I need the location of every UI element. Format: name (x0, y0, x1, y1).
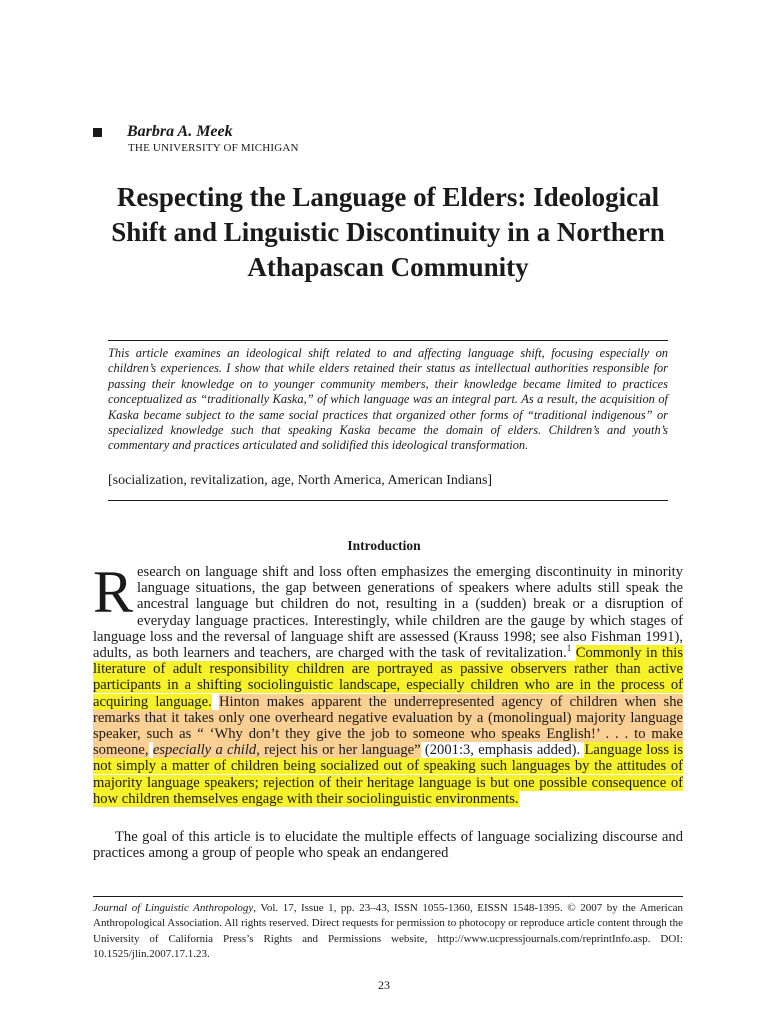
abstract-bottom-rule (108, 500, 668, 501)
highlight-yellow-1: Commonly in this literature of adult responsibility children are portrayed as passive observers rather than active participants in a shifting sociolinguistic landscape, especially children who are in the process of acquiring language. (93, 645, 683, 710)
abstract-text: This article examines an ideological shift related to and affecting language shift, focusing especially on children’s experiences. I show that while elders retained their status as intellectual authorities responsible for passing their knowledge on to younger community members, their knowledge became limited to practices conceptualized as “traditionally Kaska,” of which language was an integral part. As a result, the acquisition of Kaska became subject to the same social practices that organized other forms of “traditional indigenous” or specialized knowledge such that speaking Kaska became the domain of elders. Children’s and youth’s commentary and practices articulated and solidified this ideological transformation. (108, 346, 668, 453)
abstract-top-rule (108, 340, 668, 341)
abstract-keywords: [socialization, revitalization, age, North America, American Indians] (108, 473, 493, 488)
publication-footnote (93, 901, 683, 963)
intro-text-segment: esearch on language shift and loss often emphasizes the emerging discontinuity in minority language situations, the gap between generations of speakers where adults still speak the ancestral language but children do not, resulting in a (sudden) break or a disruption of everyday language practices. Interestingly, while children are the gauge by which stages of language loss and the reversal of language shift are assessed (Krauss 1998; see also Fishman 1991), adults, as both learners and teachers, are charged with the task of revitalization. (93, 564, 683, 662)
square-bullet-icon (93, 128, 102, 137)
highlight-yellow-2: Language loss is not simply a matter of children being socialized out of speaking such languages by the attitudes of majority language speakers; rejection of their heritage language is but one possible consequence of how children themselves engage with their sociolinguistic environments. (93, 742, 684, 807)
highlight-orange-part2: , reject his or her language” (256, 742, 421, 759)
page-number: 23 (378, 978, 390, 992)
author-name: Barbra A. Meek (127, 123, 233, 140)
footnote-rule (93, 896, 683, 897)
journal-name: Journal of Linguistic Anthropology (93, 902, 254, 914)
author-affiliation: THE UNIVERSITY OF MICHIGAN (128, 142, 299, 154)
highlight-orange-part1: Hinton makes apparent the underrepresented agency of children when she remarks that it takes only one overheard negative evaluation by a (monolingual) majority language speaker, such as “ ‘Why don’t they give the job to someone who speaks English!’ . . . to make someone, (93, 693, 683, 759)
intro-space (212, 694, 219, 710)
footnote-marker: 1 (566, 643, 572, 654)
author-line (93, 123, 299, 141)
drop-cap: R (93, 559, 134, 625)
highlight-orange-italic: especially a child (152, 742, 257, 759)
author-block (93, 123, 299, 154)
intro-text-citation: (2001:3, emphasis added). (420, 742, 585, 759)
second-paragraph: The goal of this article is to elucidate the multiple effects of language socializing discourse and practices among a group of people who speak an endangered (93, 829, 683, 862)
footnote-details: , Vol. 17, Issue 1, pp. 23–43, ISSN 1055-1360, EISSN 1548-1395. © 2007 by the American Anthropological Association. All rights reserved. Direct requests for permission to photocopy or reproduce article content through the University of California Press’s Rights and Permissions website, http://www.ucpressjournals.com/reprintInfo.asp. DOI: 10.1525/jlin.2007.17.1.23. (93, 902, 683, 961)
intro-paragraph (93, 559, 684, 807)
section-heading: Introduction (347, 538, 421, 553)
article-title: Respecting the Language of Elders: Ideological Shift and Linguistic Discontinuity in a Northern Athapascan Community (111, 182, 665, 282)
